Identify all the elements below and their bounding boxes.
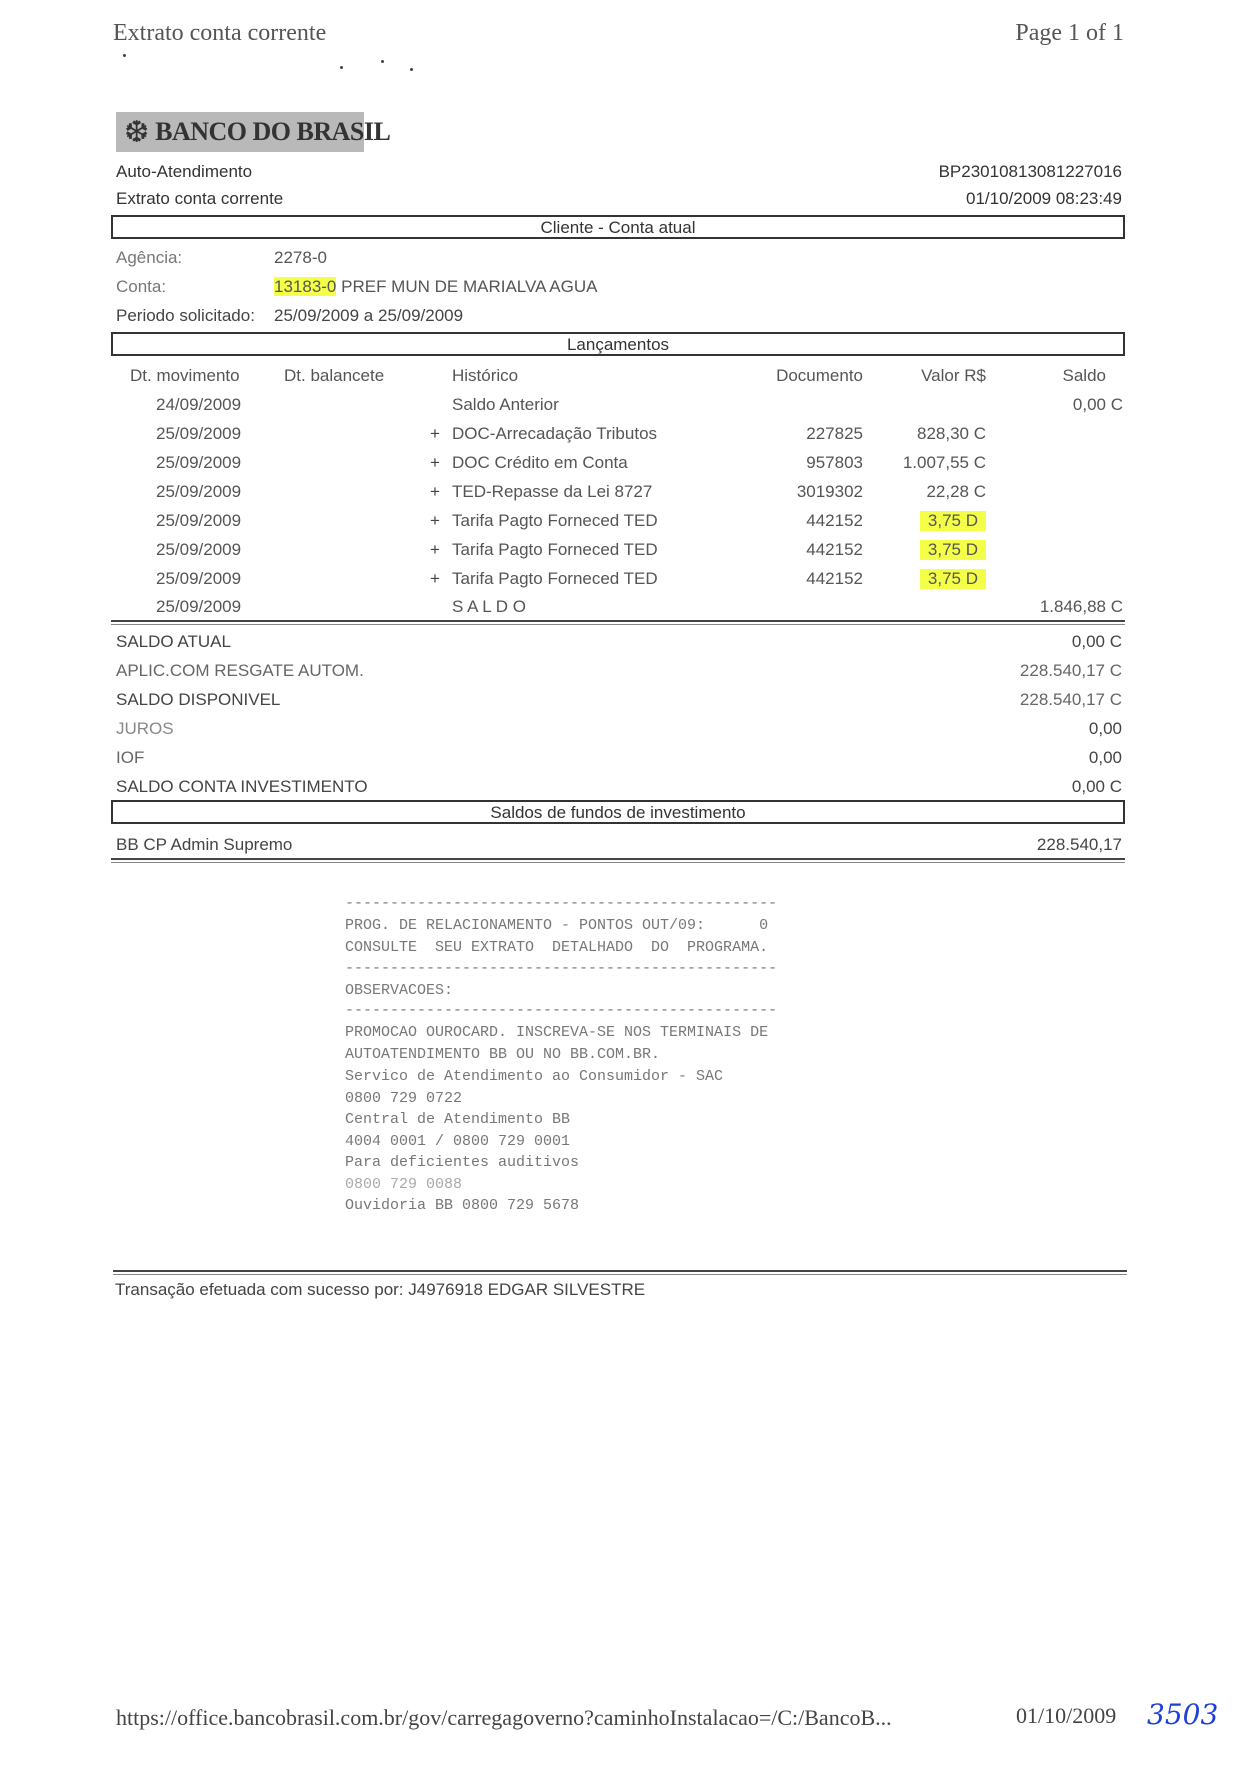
scan-speck: [123, 54, 126, 57]
row-document: 442152: [806, 569, 863, 588]
lancamentos-header-row: [0, 366, 1244, 394]
table-row: [0, 424, 1244, 452]
row-history: DOC Crédito em Conta: [452, 453, 628, 472]
observacoes-label: OBSERVACOES:: [345, 982, 454, 999]
notes-dashes: ------------------------------------------------: [345, 895, 778, 912]
bank-logo-text: BANCO DO BRASIL: [155, 117, 391, 146]
summary-value: 0,00 C: [1071, 632, 1122, 651]
deficientes-line: Para deficientes auditivos: [345, 1154, 580, 1171]
notes-dashes: ------------------------------------------------: [345, 1002, 778, 1019]
row-date: 25/09/2009: [156, 482, 242, 501]
summary-value: 0,00: [1088, 748, 1122, 767]
row-history: S A L D O: [452, 597, 527, 616]
central-phone: 4004 0001 / 0800 729 0001: [345, 1133, 571, 1150]
transaction-confirmation: Transação efetuada com sucesso por: J4976918 EDGAR SILVESTRE: [115, 1280, 646, 1299]
sac-line: Servico de Atendimento ao Consumidor - SAC: [345, 1068, 724, 1085]
service-name: Auto-Atendimento: [116, 162, 253, 181]
row-value-highlighted: 3,75 D: [920, 511, 986, 531]
summary-label: JUROS: [116, 719, 174, 738]
col-valor: Valor R$: [921, 366, 986, 385]
summary-label: IOF: [116, 748, 145, 767]
central-line: Central de Atendimento BB: [345, 1111, 571, 1128]
row-sign: +: [430, 540, 440, 559]
bank-logo: [116, 112, 391, 152]
scan-speck: [340, 66, 343, 69]
col-documento: Documento: [776, 366, 863, 385]
row-date: 25/09/2009: [156, 511, 242, 530]
row-sign: +: [430, 511, 440, 530]
row-date: 24/09/2009: [156, 395, 242, 414]
summary-label: APLIC.COM RESGATE AUTOM.: [116, 661, 364, 680]
print-footer-url: https://office.bancobrasil.com.br/gov/carregagoverno?caminhoInstalacao=/C:/BancoB...: [116, 1705, 892, 1730]
row-document: 3019302: [796, 482, 863, 501]
summary-value: 0,00 C: [1071, 777, 1122, 796]
agencia-value: 2278-0: [274, 248, 327, 267]
row-value: 1.007,55 C: [902, 453, 986, 472]
print-header-title: Extrato conta corrente: [113, 20, 327, 46]
row-document: 227825: [806, 424, 863, 443]
divider: [111, 620, 1125, 625]
row-date: 25/09/2009: [156, 424, 242, 443]
summary-label: SALDO DISPONIVEL: [116, 690, 281, 709]
sac-phone: 0800 729 0722: [345, 1090, 463, 1107]
col-historico: Histórico: [452, 366, 519, 385]
summary-value: 0,00: [1088, 719, 1122, 738]
row-balance: 0,00 C: [1072, 395, 1123, 414]
summary-row: [0, 632, 1244, 660]
promo-line-2: AUTOATENDIMENTO BB OU NO BB.COM.BR.: [345, 1046, 661, 1063]
col-dt-balancete: Dt. balancete: [284, 366, 385, 385]
agencia-label: Agência:: [116, 248, 183, 267]
row-document: 957803: [806, 453, 863, 472]
row-history: TED-Repasse da Lei 8727: [452, 482, 653, 501]
table-row: [0, 540, 1244, 568]
summary-row: [0, 661, 1244, 689]
table-row: [0, 569, 1244, 597]
table-row: [0, 395, 1244, 423]
document-type: Extrato conta corrente: [116, 189, 284, 208]
row-history: Tarifa Pagto Forneced TED: [452, 569, 658, 588]
row-sign: +: [430, 482, 440, 501]
deficientes-phone: 0800 729 0088: [345, 1176, 463, 1193]
row-value: 22,28 C: [926, 482, 986, 501]
row-balance: 1.846,88 C: [1039, 597, 1123, 616]
row-sign: +: [430, 453, 440, 472]
row-sign: +: [430, 569, 440, 588]
reference-code: BP23010813081227016: [938, 162, 1122, 181]
conta-name: PREF MUN DE MARIALVA AGUA: [341, 277, 598, 296]
periodo-value: 25/09/2009 a 25/09/2009: [274, 306, 464, 325]
summary-row: [0, 719, 1244, 747]
print-header-page: Page 1 of 1: [1015, 20, 1124, 46]
row-document: 442152: [806, 511, 863, 530]
row-value: 828,30 C: [917, 424, 986, 443]
divider: [111, 858, 1125, 863]
summary-row: [0, 690, 1244, 718]
periodo-label: Periodo solicitado:: [116, 306, 255, 325]
promo-line-1: PROMOCAO OUROCARD. INSCREVA-SE NOS TERMINAIS DE: [345, 1024, 769, 1041]
notes-dashes: ------------------------------------------------: [345, 960, 778, 977]
row-history: DOC-Arrecadação Tributos: [452, 424, 658, 443]
col-dt-movimento: Dt. movimento: [130, 366, 240, 385]
fundo-value: 228.540,17: [1036, 835, 1122, 854]
handwritten-page-number: 3503: [1147, 1698, 1219, 1731]
ouvidoria-line: Ouvidoria BB 0800 729 5678: [345, 1197, 580, 1214]
row-history: Tarifa Pagto Forneced TED: [452, 511, 658, 530]
row-history: Saldo Anterior: [452, 395, 559, 414]
row-value-highlighted: 3,75 D: [920, 540, 986, 560]
table-row: [0, 453, 1244, 481]
summary-value: 228.540,17 C: [1019, 690, 1122, 709]
summary-row: [0, 748, 1244, 776]
row-sign: +: [430, 424, 440, 443]
divider: [113, 1270, 1127, 1275]
col-saldo: Saldo: [1062, 366, 1106, 385]
row-date: 25/09/2009: [156, 569, 242, 588]
client-section-title: Cliente - Conta atual: [111, 215, 1125, 239]
conta-value: [274, 277, 597, 297]
program-line-1: PROG. DE RELACIONAMENTO - PONTOS OUT/09: 0: [345, 917, 769, 934]
row-document: 442152: [806, 540, 863, 559]
print-footer-date: 01/10/2009: [1016, 1703, 1117, 1728]
scan-speck: [410, 68, 413, 71]
summary-value: 228.540,17 C: [1019, 661, 1122, 680]
table-row: [0, 511, 1244, 539]
scan-speck: [381, 60, 384, 63]
summary-label: SALDO CONTA INVESTIMENTO: [116, 777, 368, 796]
lancamentos-title: Lançamentos: [111, 332, 1125, 356]
fundo-name: BB CP Admin Supremo: [116, 835, 293, 854]
conta-label: Conta:: [116, 277, 167, 296]
row-date: 25/09/2009: [156, 453, 242, 472]
row-value-highlighted: 3,75 D: [920, 569, 986, 589]
conta-number: 13183-0: [274, 277, 337, 296]
row-date: 25/09/2009: [156, 540, 242, 559]
summary-label: SALDO ATUAL: [116, 632, 231, 651]
row-date: 25/09/2009: [156, 597, 242, 616]
banco-do-brasil-logo-icon: ❆: [124, 115, 150, 149]
row-history: Tarifa Pagto Forneced TED: [452, 540, 658, 559]
table-row: [0, 482, 1244, 510]
program-line-2: CONSULTE SEU EXTRATO DETALHADO DO PROGRAMA.: [345, 939, 769, 956]
fundos-section-title: Saldos de fundos de investimento: [111, 800, 1125, 824]
statement-datetime: 01/10/2009 08:23:49: [966, 189, 1122, 208]
